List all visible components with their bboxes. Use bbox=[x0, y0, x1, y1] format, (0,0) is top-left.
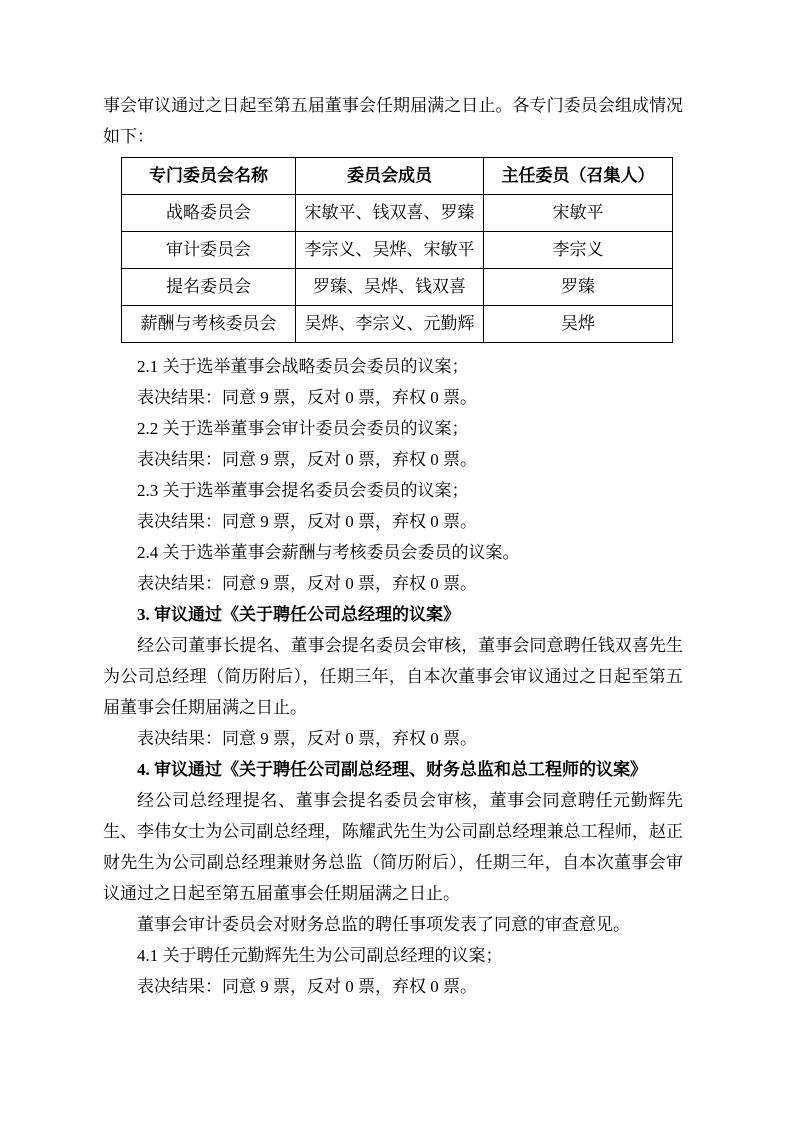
proposal-item-2-3: 2.3 关于选举董事会提名委员会委员的议案； bbox=[137, 481, 469, 500]
table-row bbox=[122, 232, 673, 269]
table-header-row bbox=[122, 158, 673, 195]
committee-name: 提名委员会 bbox=[122, 269, 296, 306]
section-4-body: 经公司总经理提名、董事会提名委员会审核，董事会同意聘任元勤辉先生、李伟女士为公司副总经理，陈耀武先生为公司副总经理兼总工程师，赵正财先生为公司副总经理兼财务总监（简历附后），任期三年，自本次董事会审议通过之日起至第五届董事会任期届满之日止。 bbox=[103, 791, 683, 903]
table-row bbox=[122, 195, 673, 232]
vote-result-2-2: 表决结果：同意 9 票，反对 0 票，弃权 0 票。 bbox=[137, 450, 477, 469]
header-committee-chair: 主任委员（召集人） bbox=[484, 158, 673, 195]
committee-members: 宋敏平、钱双喜、罗臻 bbox=[296, 195, 484, 232]
committee-chair: 宋敏平 bbox=[484, 195, 673, 232]
header-committee-members: 委员会成员 bbox=[296, 158, 484, 195]
section-3-body: 经公司董事长提名、董事会提名委员会审核，董事会同意聘任钱双喜先生为公司总经理（简历附后），任期三年，自本次董事会审议通过之日起至第五届董事会任期届满之日止。 bbox=[103, 636, 683, 717]
committee-chair: 吴烨 bbox=[484, 306, 673, 343]
committee-members: 李宗义、吴烨、宋敏平 bbox=[296, 232, 484, 269]
committee-members: 罗臻、吴烨、钱双喜 bbox=[296, 269, 484, 306]
vote-result-3: 表决结果：同意 9 票，反对 0 票，弃权 0 票。 bbox=[137, 729, 477, 748]
committee-name: 战略委员会 bbox=[122, 195, 296, 232]
committee-table bbox=[121, 157, 673, 343]
committee-chair: 罗臻 bbox=[484, 269, 673, 306]
section-3-heading: 3. 审议通过《关于聘任公司总经理的议案》 bbox=[137, 605, 460, 624]
section-4-heading: 4. 审议通过《关于聘任公司副总经理、财务总监和总工程师的议案》 bbox=[137, 760, 647, 779]
table-row bbox=[122, 306, 673, 343]
table-row bbox=[122, 269, 673, 306]
intro-paragraph: 事会审议通过之日起至第五届董事会任期届满之日止。各专门委员会组成情况如下： bbox=[103, 96, 683, 146]
proposal-item-4-1: 4.1 关于聘任元勤辉先生为公司副总经理的议案； bbox=[137, 946, 503, 965]
committee-chair: 李宗义 bbox=[484, 232, 673, 269]
proposal-item-2-2: 2.2 关于选举董事会审计委员会委员的议案； bbox=[137, 419, 469, 438]
proposal-item-2-1: 2.1 关于选举董事会战略委员会委员的议案； bbox=[137, 357, 469, 376]
vote-result-4-1: 表决结果：同意 9 票，反对 0 票，弃权 0 票。 bbox=[137, 977, 477, 996]
committee-name: 薪酬与考核委员会 bbox=[122, 306, 296, 343]
vote-result-2-4: 表决结果：同意 9 票，反对 0 票，弃权 0 票。 bbox=[137, 574, 477, 593]
proposal-item-2-4: 2.4 关于选举董事会薪酬与考核委员会委员的议案。 bbox=[137, 543, 520, 562]
header-committee-name: 专门委员会名称 bbox=[122, 158, 296, 195]
committee-name: 审计委员会 bbox=[122, 232, 296, 269]
committee-members: 吴烨、李宗义、元勤辉 bbox=[296, 306, 484, 343]
vote-result-2-3: 表决结果：同意 9 票，反对 0 票，弃权 0 票。 bbox=[137, 512, 477, 531]
audit-committee-opinion: 董事会审计委员会对财务总监的聘任事项发表了同意的审查意见。 bbox=[137, 915, 630, 934]
vote-result-2-1: 表决结果：同意 9 票，反对 0 票，弃权 0 票。 bbox=[137, 388, 477, 407]
